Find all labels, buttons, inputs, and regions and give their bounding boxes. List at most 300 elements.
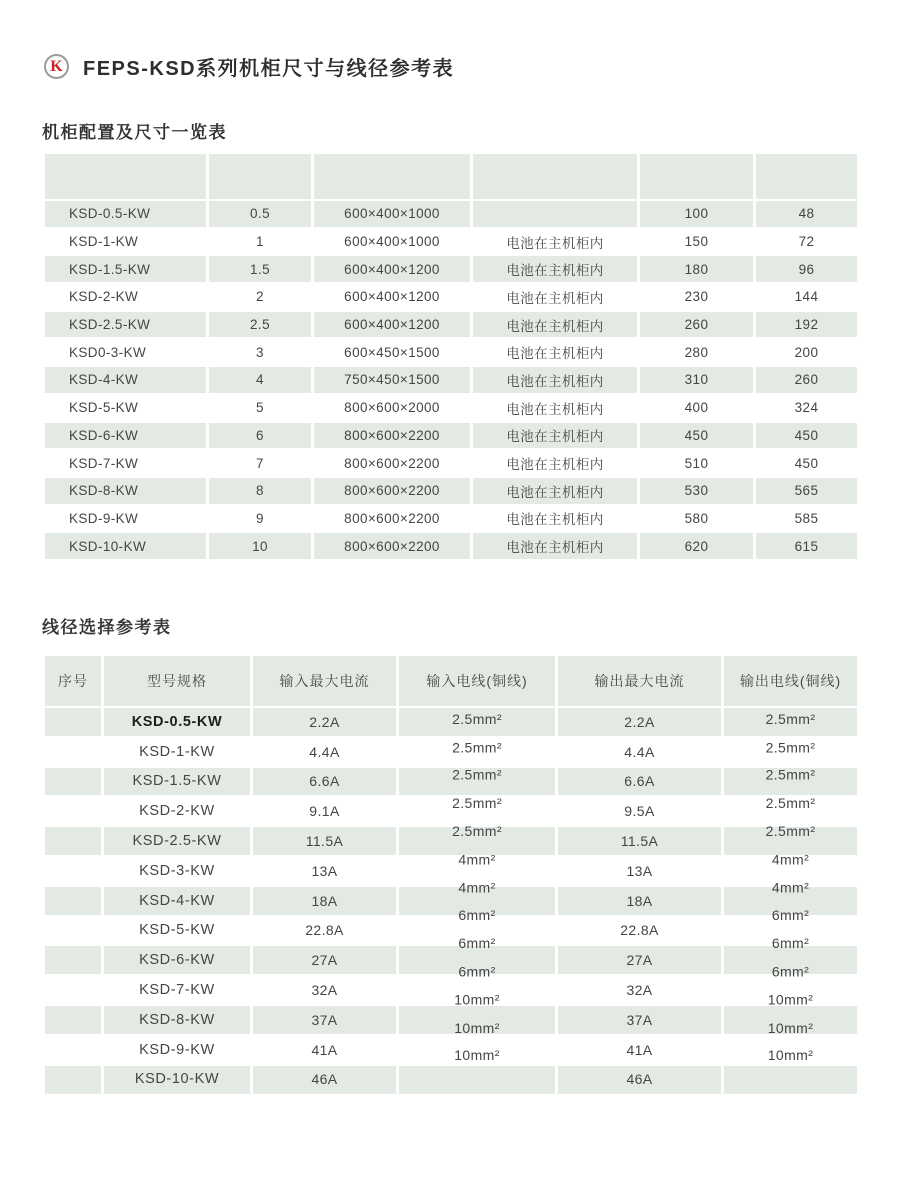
cell-text: 2.5mm² [452, 794, 502, 811]
table-cell [756, 450, 857, 476]
table-cell [558, 738, 724, 766]
table-cell [640, 367, 756, 393]
table-row [45, 825, 857, 855]
cell-text: 0.5 [250, 206, 270, 222]
table-cell [45, 1066, 104, 1094]
cell-text: 电池在主机柜内 [506, 429, 604, 445]
table-cell [45, 1036, 104, 1064]
table-cell [399, 708, 558, 736]
cell-text: 2.2A [309, 713, 340, 730]
column-header [45, 154, 209, 199]
column-header: 输出最大电流 [558, 656, 724, 706]
cell-text: 13A [626, 862, 653, 879]
column-header [640, 154, 756, 199]
cell-text: 6.6A [624, 773, 655, 790]
cell-text: KSD-8-KW [69, 483, 139, 499]
cell-text: 电池在主机柜内 [506, 457, 604, 473]
document-page [0, 52, 900, 1185]
table-cell [724, 738, 857, 766]
cell-text: 6mm² [771, 963, 810, 980]
cell-text: 450 [794, 427, 819, 443]
table-cell [45, 201, 209, 227]
table-cell [45, 450, 209, 476]
table-cell [104, 946, 253, 974]
cell-text: 600×400×1000 [344, 234, 440, 250]
wire-table-body [45, 706, 857, 1093]
table-cell [640, 506, 756, 532]
cell-text: KSD-5-KW [69, 400, 139, 416]
table-cell [209, 312, 314, 338]
cell-text: 10mm² [767, 1047, 814, 1064]
cell-text: 6mm² [458, 907, 496, 924]
cell-text: 200 [794, 344, 819, 360]
table-row [45, 907, 857, 945]
cell-text: 600×400×1000 [344, 206, 440, 222]
table-cell [104, 917, 253, 945]
table-cell [45, 312, 209, 338]
table-row [45, 851, 857, 885]
table-cell [724, 794, 857, 825]
cell-text: 192 [794, 317, 819, 333]
cell-text: KSD-9-KW [139, 1041, 215, 1058]
table-row [45, 706, 857, 736]
cell-text: 32A [311, 982, 338, 998]
table-row [45, 504, 857, 532]
table-row [45, 935, 857, 974]
wire-section-title: 线径选择参考表 [42, 617, 172, 637]
cabinet-table [45, 154, 857, 559]
cell-text: 10mm² [454, 991, 500, 1008]
table-cell [473, 395, 640, 421]
table-cell [640, 478, 756, 504]
brand-logo-icon [44, 54, 69, 79]
column-header: 输入电线(铜线) [399, 656, 558, 706]
cell-text: 620 [684, 538, 709, 554]
table-cell [314, 395, 473, 421]
cell-text: 6mm² [771, 935, 810, 952]
table-cell [314, 201, 473, 227]
cell-text: 400 [684, 400, 709, 416]
table-cell [209, 256, 314, 282]
table-cell [558, 1006, 724, 1034]
table-cell [558, 708, 724, 736]
table-cell [756, 395, 857, 421]
cell-text: 46A [626, 1071, 653, 1088]
table-cell [558, 917, 724, 945]
cell-text: 2.2A [624, 713, 655, 730]
cell-text: KSD-1-KW [69, 234, 139, 250]
table-row [45, 991, 857, 1034]
column-header: 序号 [45, 656, 104, 706]
table-cell [209, 201, 314, 227]
table-cell [314, 284, 473, 310]
table-cell [209, 533, 314, 559]
table-row [45, 795, 857, 825]
table-cell [640, 284, 756, 310]
table-cell [45, 857, 104, 885]
table-cell [756, 533, 857, 559]
table-cell [558, 976, 724, 1004]
cell-text: 600×450×1500 [344, 344, 440, 360]
cell-text: 10mm² [454, 1019, 500, 1036]
cell-text: 510 [684, 455, 709, 471]
cell-text: KSD-9-KW [69, 510, 139, 526]
cell-text: 800×600×2200 [344, 455, 440, 471]
table-cell [640, 450, 756, 476]
table-cell [45, 768, 104, 796]
table-cell [756, 229, 857, 255]
table-row [45, 963, 857, 1004]
cell-text: 电池在主机柜内 [506, 263, 604, 279]
cell-text: 6 [256, 427, 264, 443]
table-cell [640, 423, 756, 449]
cell-text: 电池在主机柜内 [506, 512, 604, 528]
logo-letter: K [50, 57, 63, 75]
table-cell [314, 339, 473, 365]
table-cell [724, 768, 857, 796]
cell-text: 电池在主机柜内 [506, 235, 604, 251]
cell-text: 18A [626, 892, 653, 909]
table-cell [45, 976, 104, 1004]
table-cell [756, 478, 857, 504]
cell-text: 750×450×1500 [344, 372, 440, 388]
column-header: 输出电线(铜线) [739, 672, 842, 689]
table-cell [473, 533, 640, 559]
cell-text: 18A [311, 892, 338, 909]
cell-text: 150 [684, 234, 709, 250]
table-cell [253, 1066, 399, 1094]
cell-text: 7 [256, 455, 264, 471]
table-cell [314, 367, 473, 393]
table-row [45, 254, 857, 282]
cell-text: 6mm² [458, 963, 496, 980]
cell-text: 电池在主机柜内 [506, 373, 604, 389]
table-cell [104, 768, 253, 796]
table-cell [45, 284, 209, 310]
cell-text: 615 [794, 538, 819, 554]
cell-text: 800×600×2200 [344, 483, 440, 499]
table-cell [558, 797, 724, 825]
cell-text: 2.5mm² [765, 766, 816, 783]
cell-text: 电池在主机柜内 [506, 484, 604, 500]
cell-text: 6mm² [458, 935, 496, 952]
cell-text: 27A [626, 952, 653, 969]
table-row [45, 879, 857, 915]
cell-text: 600×400×1200 [344, 317, 440, 333]
cell-text: 11.5A [305, 833, 344, 850]
cell-text: 280 [684, 344, 709, 360]
cell-text: 27A [311, 952, 338, 969]
table-cell [104, 827, 253, 855]
cell-text: 450 [794, 455, 819, 471]
table-cell [640, 312, 756, 338]
wire-table-header [45, 656, 857, 706]
cell-text: 41A [311, 1041, 338, 1058]
table-cell [558, 1036, 724, 1064]
table-cell [209, 478, 314, 504]
cell-text: 450 [684, 427, 709, 443]
table-cell [253, 857, 399, 885]
cell-text: KSD-3-KW [139, 862, 215, 879]
table-cell [314, 450, 473, 476]
table-cell [209, 284, 314, 310]
cell-text: 180 [684, 261, 709, 277]
cell-text: 22.8A [305, 922, 344, 939]
page-header [44, 52, 900, 81]
table-cell [253, 827, 399, 855]
cell-text: 310 [684, 372, 709, 388]
table-row [45, 766, 857, 796]
table-cell [473, 506, 640, 532]
table-cell [45, 229, 209, 255]
cell-text: 2.5mm² [765, 823, 816, 840]
cell-text: KSD-0.5-KW [131, 713, 223, 730]
table-cell [104, 887, 253, 915]
table-cell [253, 708, 399, 736]
table-row [45, 365, 857, 393]
table-cell [253, 1006, 399, 1034]
table-cell [209, 450, 314, 476]
table-cell [473, 201, 640, 227]
table-cell [104, 797, 253, 825]
column-header [314, 154, 473, 199]
cell-text: 电池在主机柜内 [506, 346, 604, 362]
cell-text: 4mm² [458, 879, 496, 896]
table-cell [45, 827, 104, 855]
cell-text: 6.6A [309, 773, 340, 790]
cell-text: KSD-7-KW [69, 455, 139, 471]
cell-text: 2.5 [250, 317, 270, 333]
cell-text: 580 [684, 510, 709, 526]
table-cell [253, 1036, 399, 1064]
cell-text: 3 [256, 344, 264, 360]
cell-text: KSD-8-KW [139, 1011, 215, 1028]
cell-text: 230 [684, 289, 709, 305]
table-cell [399, 738, 558, 766]
cell-text: 324 [794, 400, 819, 416]
cell-text: 11.5A [620, 833, 659, 850]
table-cell [45, 887, 104, 915]
cell-text: 4.4A [624, 743, 655, 760]
table-cell [473, 367, 640, 393]
cell-text: 600×400×1200 [344, 289, 440, 305]
table-cell [640, 256, 756, 282]
table-cell [558, 857, 724, 885]
table-cell [473, 423, 640, 449]
cell-text: 600×400×1200 [344, 261, 440, 277]
cell-text: 2 [256, 289, 264, 305]
table-cell [473, 450, 640, 476]
table-cell [399, 794, 558, 825]
cell-text: 4 [256, 372, 264, 388]
table-cell [104, 1006, 253, 1034]
table-cell [640, 533, 756, 559]
cell-text: KSD-2.5-KW [69, 317, 151, 333]
cell-text: 电池在主机柜内 [506, 318, 604, 334]
cell-text: 2.5mm² [452, 738, 502, 755]
cell-text: 800×600×2000 [344, 400, 440, 416]
cell-text: 530 [684, 483, 709, 499]
table-cell [45, 708, 104, 736]
table-cell [756, 506, 857, 532]
table-cell [209, 423, 314, 449]
table-cell [104, 1036, 253, 1064]
table-cell [45, 506, 209, 532]
cell-text: 4mm² [458, 851, 496, 868]
table-row [45, 736, 857, 766]
cell-text: 4mm² [771, 879, 810, 896]
table-cell [756, 201, 857, 227]
cell-text: 13A [311, 862, 338, 879]
table-cell [253, 917, 399, 945]
cell-text: KSD-2.5-KW [132, 833, 222, 850]
table-cell [640, 339, 756, 365]
table-cell [640, 229, 756, 255]
cell-text: 电池在主机柜内 [506, 290, 604, 306]
table-cell [45, 423, 209, 449]
table-cell [756, 423, 857, 449]
table-cell [640, 395, 756, 421]
table-cell [209, 229, 314, 255]
table-row [45, 310, 857, 338]
cell-text: 10mm² [767, 1019, 814, 1036]
column-header [473, 154, 640, 199]
cabinet-table-header [45, 154, 857, 199]
table-row [45, 393, 857, 421]
cell-text: 800×600×2200 [344, 538, 440, 554]
cell-text: KSD-2-KW [139, 803, 215, 820]
table-cell [756, 339, 857, 365]
table-cell [724, 1047, 857, 1094]
cell-text: 2.5mm² [452, 710, 502, 727]
cell-text: KSD-1-KW [139, 743, 215, 760]
table-cell [104, 976, 253, 1004]
table-cell [473, 256, 640, 282]
cell-text: 2.5mm² [765, 738, 816, 755]
page-title: FEPS-KSD系列机柜尺寸与线径参考表 [83, 58, 455, 80]
cell-text: 5 [256, 400, 264, 416]
cell-text: KSD-10-KW [134, 1071, 220, 1088]
cell-text: 585 [794, 510, 819, 526]
table-cell [558, 768, 724, 796]
cabinet-table-body [45, 199, 857, 559]
table-cell [473, 339, 640, 365]
cell-text: KSD-10-KW [69, 538, 147, 554]
table-cell [45, 1006, 104, 1034]
column-header: 型号规格 [104, 656, 253, 706]
cell-text: KSD-5-KW [139, 922, 215, 939]
cell-text: 32A [626, 982, 653, 998]
table-row [45, 421, 857, 449]
table-cell [473, 312, 640, 338]
table-cell [314, 229, 473, 255]
table-cell [253, 976, 399, 1004]
column-header: 输入最大电流 [253, 656, 399, 706]
cell-text: 6mm² [771, 907, 810, 924]
cell-text: 72 [798, 234, 815, 250]
table-cell [209, 395, 314, 421]
table-cell [558, 827, 724, 855]
table-cell [45, 395, 209, 421]
cell-text: 800×600×2200 [344, 427, 440, 443]
table-cell [45, 946, 104, 974]
table-row [45, 531, 857, 559]
cell-text: KSD-2-KW [69, 289, 139, 305]
table-cell [45, 256, 209, 282]
cell-text: KSD-4-KW [139, 892, 215, 909]
cell-text: 22.8A [620, 922, 659, 939]
table-row [45, 448, 857, 476]
cell-text: 565 [794, 483, 819, 499]
table-cell [640, 201, 756, 227]
table-cell [104, 857, 253, 885]
table-row [45, 282, 857, 310]
table-cell [253, 887, 399, 915]
table-cell [209, 506, 314, 532]
cell-text: 2.5mm² [452, 766, 502, 783]
table-cell [253, 768, 399, 796]
column-header [209, 154, 314, 199]
cell-text: 2.5mm² [765, 710, 816, 727]
cell-text: 100 [684, 206, 709, 222]
table-cell [45, 797, 104, 825]
table-cell [209, 367, 314, 393]
cell-text: KSD-0.5-KW [69, 206, 151, 222]
cell-text: 10mm² [767, 991, 814, 1008]
cell-text: KSD-7-KW [139, 982, 215, 998]
table-cell [45, 339, 209, 365]
cell-text: 9.1A [309, 803, 340, 820]
cell-text: 10mm² [454, 1047, 500, 1064]
column-header [756, 154, 857, 199]
cell-text: 4.4A [309, 743, 340, 760]
table-cell [399, 1047, 558, 1094]
table-cell [756, 284, 857, 310]
table-cell [253, 946, 399, 974]
cell-text: 46A [311, 1071, 338, 1088]
table-cell [724, 708, 857, 736]
table-cell [756, 312, 857, 338]
table-cell [473, 229, 640, 255]
cell-text: 2.5mm² [765, 794, 816, 811]
cell-text: 4mm² [771, 851, 810, 868]
wire-table [45, 656, 857, 1094]
table-cell [45, 367, 209, 393]
cell-text: 800×600×2200 [344, 510, 440, 526]
table-cell [314, 533, 473, 559]
cell-text: 1 [256, 234, 264, 250]
cell-text: KSD-1.5-KW [69, 261, 151, 277]
table-cell [314, 423, 473, 449]
table-cell [104, 1066, 253, 1094]
table-cell [45, 478, 209, 504]
cell-text: 电池在主机柜内 [506, 401, 604, 417]
table-cell [399, 768, 558, 796]
cell-text: KSD-4-KW [69, 372, 139, 388]
table-cell [756, 256, 857, 282]
table-cell [253, 738, 399, 766]
cell-text: 37A [311, 1011, 338, 1028]
table-cell [558, 946, 724, 974]
cell-text: 144 [794, 289, 819, 305]
table-cell [314, 312, 473, 338]
table-cell [756, 367, 857, 393]
table-cell [314, 506, 473, 532]
cabinet-section-title: 机柜配置及尺寸一览表 [42, 123, 227, 142]
cell-text: 电池在主机柜内 [506, 540, 604, 556]
cell-text: 9 [256, 510, 264, 526]
cell-text: 2.5mm² [452, 823, 502, 840]
